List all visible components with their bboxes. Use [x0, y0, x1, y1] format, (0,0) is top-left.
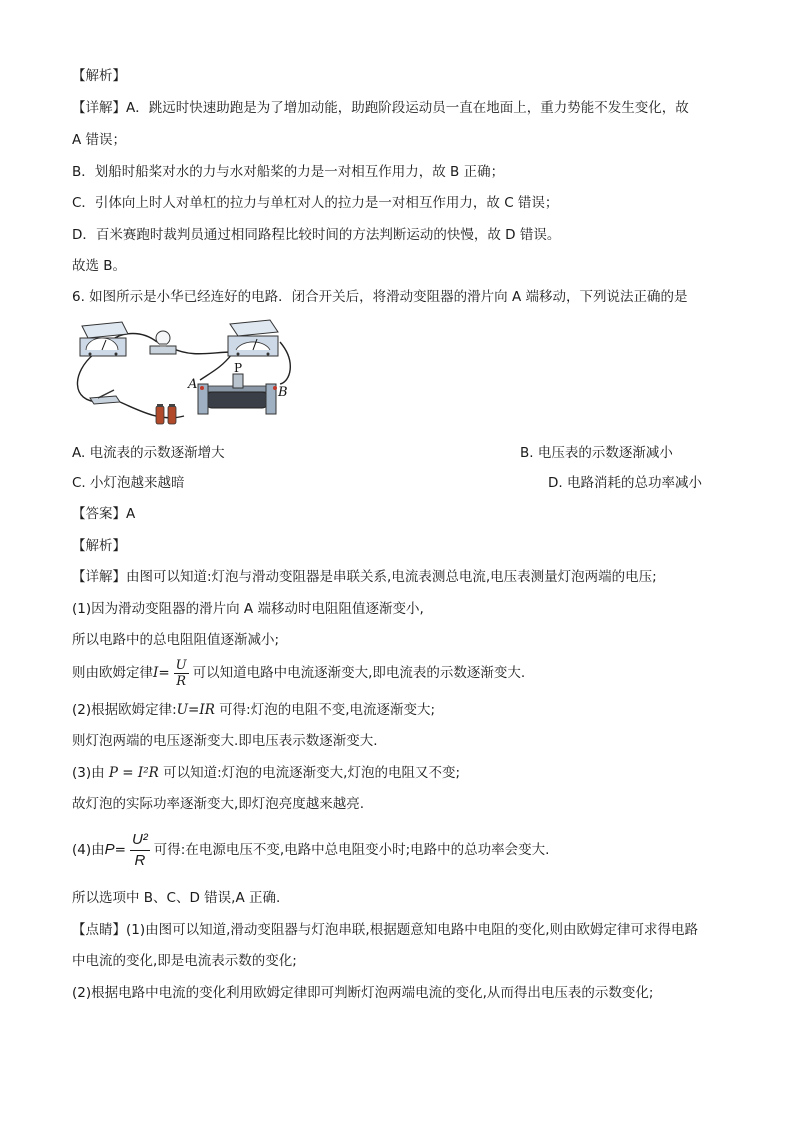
fraction-numerator: U — [175, 657, 187, 673]
explain-line-5-post: 可得:灯泡的电阻不变,电流逐渐变大; — [214, 702, 436, 718]
explain-line-1: 【详解】由图可以知道:灯泡与滑动变阻器是串联关系,电流表测总电流,电压表测量灯泡两端的电压; — [72, 569, 657, 585]
formula-equals-2: = — [114, 842, 126, 858]
formula-u-ir: U=IR — [176, 702, 215, 718]
circuit-diagram — [72, 312, 292, 430]
rheostat-icon — [198, 374, 277, 414]
option-c: C. 小灯泡越来越暗 — [72, 475, 185, 491]
formula-i: I — [153, 665, 159, 681]
key-point-line-3: (2)根据电路中电流的变化利用欧姆定律即可判断灯泡两端电流的变化,从而得出电压表的示数变化; — [72, 985, 654, 1001]
explain-line-10: 所以选项中 B、C、D 错误,A 正确. — [72, 890, 281, 906]
explain-line-9-post: 可得:在电源电压不变,电路中总电阻变小时;电路中的总功率会变大. — [153, 842, 550, 858]
explain-line-4 — [72, 656, 525, 690]
explain-line-4-post: 可以知道电路中电流逐渐变大,即电流表的示数逐渐变大. — [192, 665, 526, 681]
label-p: P — [234, 361, 243, 375]
detail-line-a: 【详解】A．跳远时快速助跑是为了增加动能，助跑阶段运动员一直在地面上，重力势能不发生变化，故 — [72, 100, 689, 116]
formula-p-i2r: P = I²R — [108, 765, 159, 781]
explain-line-6: 则灯泡两端的电压逐渐变大.即电压表示数逐渐变大. — [72, 733, 378, 749]
formula-p: P — [104, 841, 115, 858]
detail-line-a-cont: A 错误； — [72, 132, 127, 148]
question-6-stem: 6. 如图所示是小华已经连好的电路．闭合开关后，将滑动变阻器的滑片向 A 端移动，下列说法正确的是 — [72, 289, 688, 305]
explain-line-5 — [72, 700, 435, 720]
fraction-numerator-2: U² — [130, 830, 150, 851]
light-bulb-icon — [150, 331, 176, 354]
fraction-u-over-r — [174, 658, 189, 689]
fraction-u2-over-r — [130, 830, 150, 871]
option-d: D. 电路消耗的总功率减小 — [548, 475, 702, 491]
explain-line-9-pre: (4)由 — [72, 842, 105, 858]
detail-line-d: D．百米赛跑时裁判员通过相同路程比较时间的方法判断运动的快慢，故 D 错误。 — [72, 227, 561, 243]
conclusion-line: 故选 B。 — [72, 258, 127, 274]
answer-line: 【答案】A — [72, 506, 136, 522]
label-b: B — [278, 385, 288, 400]
switch-icon — [90, 390, 120, 404]
explain-line-8: 故灯泡的实际功率逐渐变大,即灯泡亮度越来越亮. — [72, 796, 365, 812]
analysis-tag: 【解析】 — [72, 68, 126, 84]
explain-line-9 — [72, 826, 549, 874]
analysis-tag-2: 【解析】 — [72, 538, 126, 554]
detail-line-b: B．划船时船桨对水的力与水对船桨的力是一对相互作用力，故 B 正确； — [72, 164, 505, 180]
key-point-line-2: 中电流的变化,即是电流表示数的变化; — [72, 953, 297, 969]
option-a: A. 电流表的示数逐渐增大 — [72, 445, 225, 461]
explain-line-2: (1)因为滑动变阻器的滑片向 A 端移动时电阻阻值逐渐变小, — [72, 601, 424, 617]
voltmeter-icon — [228, 320, 278, 356]
option-b: B. 电压表的示数逐渐减小 — [520, 445, 673, 461]
explain-line-4-pre: 则由欧姆定律 — [72, 665, 153, 681]
fraction-denominator: R — [176, 673, 187, 689]
battery-icon — [156, 404, 176, 424]
explain-line-7-pre: (3)由 — [72, 765, 109, 781]
explain-line-5-pre: (2)根据欧姆定律: — [72, 702, 177, 718]
label-a: A — [188, 377, 198, 392]
ammeter-icon — [80, 322, 128, 356]
explain-line-3: 所以电路中的总电阻阻值逐渐减小; — [72, 632, 280, 648]
detail-line-c: C．引体向上时人对单杠的拉力与单杠对人的拉力是一对相互作用力，故 C 错误； — [72, 195, 559, 211]
fraction-denominator-2: R — [134, 851, 146, 869]
key-point-line-1: 【点睛】(1)由图可以知道,滑动变阻器与灯泡串联,根据题意知电路中电阻的变化,则由欧姆定律可求得电路 — [72, 922, 698, 938]
formula-equals: = — [158, 665, 170, 681]
explain-line-7 — [72, 763, 460, 783]
explain-line-7-post: 可以知道:灯泡的电流逐渐变大,灯泡的电阻又不变; — [158, 765, 460, 781]
